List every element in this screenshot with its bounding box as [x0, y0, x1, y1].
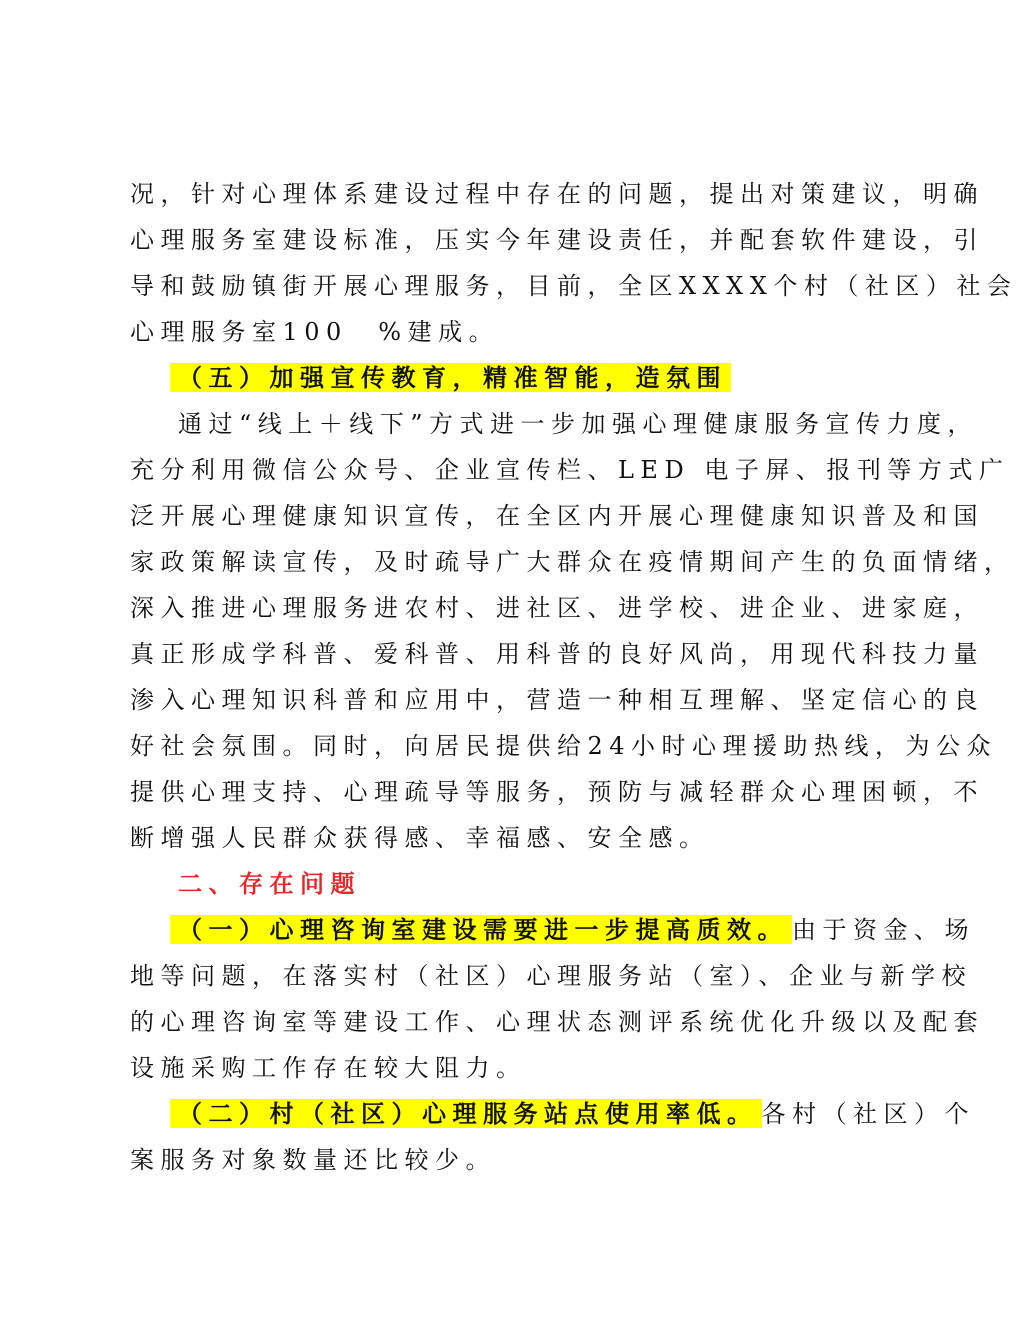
paragraph-line: 况，针对心理体系建设过程中存在的问题，提出对策建议，明确 — [130, 180, 984, 208]
subheading-5 — [178, 362, 830, 394]
section-heading: 二、存在问题 — [178, 869, 361, 898]
issue-1-first-line — [178, 914, 975, 946]
paragraph-line: 的心理咨询室等建设工作、心理状态测评系统优化升级以及配套 — [130, 1008, 984, 1036]
issue-1-text: 由于资金、场 — [792, 916, 975, 944]
paragraph-line: 深入推进心理服务进农村、进社区、进学校、进企业、进家庭， — [130, 594, 984, 622]
paragraph-line: 渗入心理知识科普和应用中，营造一种相互理解、坚定信心的良 — [130, 686, 984, 714]
issue-2-text: 各村（社区）个 — [761, 1100, 975, 1128]
paragraph-line: 真正形成学科普、爱科普、用科普的良好风尚，用现代科技力量 — [130, 640, 984, 668]
paragraph-line: 通过“线上＋线下”方式进一步加强心理健康服务宣传力度， — [178, 410, 979, 438]
issue-2-title: （二）村（社区）心理服务站点使用率低。 — [170, 1099, 762, 1128]
highlighted-heading: （五）加强宣传教育，精准智能，造氛围 — [170, 363, 731, 392]
issue-2-first-line — [178, 1098, 975, 1130]
paragraph-line: 充分利用微信公众号、企业宣传栏、LED 电子屏、报刊等方式广 — [130, 456, 1010, 484]
paragraph-line: 导和鼓励镇街开展心理服务，目前，全区XXXX个村（社区）社会 — [130, 272, 1017, 300]
paragraph-line: 泛开展心理健康知识宣传，在全区内开展心理健康知识普及和国 — [130, 502, 984, 530]
paragraph-line: 心理服务室100 %建成。 — [130, 318, 500, 346]
paragraph-line: 提供心理支持、心理疏导等服务，预防与减轻群众心理困顿，不 — [130, 778, 984, 806]
paragraph-line: 心理服务室建设标准，压实今年建设责任，并配套软件建设，引 — [130, 226, 984, 254]
issue-1-title: （一）心理咨询室建设需要进一步提高质效。 — [170, 915, 792, 944]
paragraph-line: 家政策解读宣传，及时疏导广大群众在疫情期间产生的负面情绪， — [130, 548, 1015, 576]
paragraph-line: 案服务对象数量还比较少。 — [130, 1146, 496, 1174]
paragraph-line: 好社会氛围。同时，向居民提供给24小时心理援助热线，为公众 — [130, 732, 998, 760]
paragraph-line: 断增强人民群众获得感、幸福感、安全感。 — [130, 824, 710, 852]
paragraph-line: 地等问题，在落实村（社区）心理服务站（室）、企业与新学校 — [130, 962, 972, 990]
paragraph-line: 设施采购工作存在较大阻力。 — [130, 1054, 527, 1082]
